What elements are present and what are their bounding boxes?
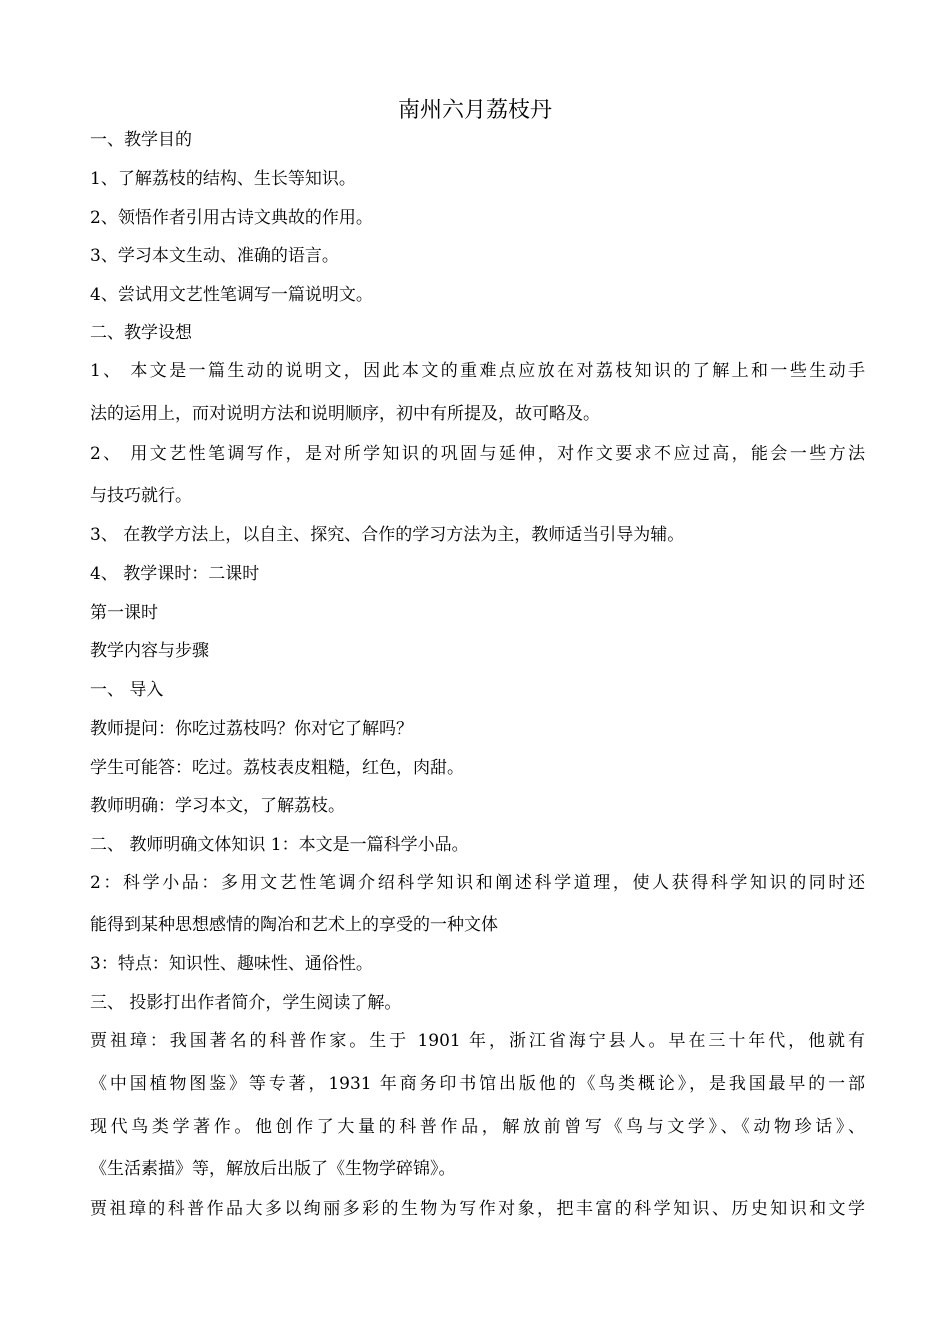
paragraph-line: 与技巧就行。 [90,486,192,506]
paragraph-line: 1、了解荔枝的结构、生长等知识。 [90,169,356,189]
paragraph-line: 能得到某种思想感情的陶冶和艺术上的享受的一种文体 [90,915,498,935]
paragraph-line: 贾祖璋的科普作品大多以绚丽多彩的生物为写作对象，把丰富的科学知识、历史知识和文学 [90,1199,865,1219]
paragraph-line: 1、 本文是一篇生动的说明文，因此本文的重难点应放在对荔枝知识的了解上和一些生动手 [90,361,865,381]
section-heading-design: 二、教学设想 [90,323,192,343]
section-heading-content: 教学内容与步骤 [90,641,209,661]
paragraph-line: 《生活素描》等，解放后出版了《生物学碎锦》。 [90,1159,456,1179]
section-heading-intro: 一、 导入 [90,680,164,700]
paragraph-line: 法的运用上，而对说明方法和说明顺序，初中有所提及，故可略及。 [90,404,600,424]
paragraph-line: 《中国植物图鉴》等专著，1931 年商务印书馆出版他的《鸟类概论》，是我国最早的一部 [90,1074,865,1094]
paragraph-line: 教师明确：学习本文，了解荔枝。 [90,796,345,816]
paragraph-line: 2、领悟作者引用古诗文典故的作用。 [90,208,373,228]
section-heading-genre: 二、 教师明确文体知识 1：本文是一篇科学小品。 [90,835,469,855]
paragraph-line: 2、 用文艺性笔调写作，是对所学知识的巩固与延伸，对作文要求不应过高，能会一些方法 [90,444,865,464]
section-heading-objectives: 一、教学目的 [90,130,192,150]
paragraph-line: 3、 在教学方法上，以自主、探究、合作的学习方法为主，教师适当引导为辅。 [90,525,685,545]
paragraph-line: 贾祖璋：我国著名的科普作家。生于 1901 年，浙江省海宁县人。早在三十年代，他就有 [90,1031,865,1051]
paragraph-line: 现代鸟类学著作。他创作了大量的科普作品，解放前曾写《鸟与文学》、《动物珍话》、 [90,1117,865,1137]
paragraph-line: 教师提问：你吃过荔枝吗？你对它了解吗？ [90,719,413,739]
paragraph-line: 3、学习本文生动、准确的语言。 [90,246,339,266]
paragraph-line: 4、 教学课时：二课时 [90,564,260,584]
paragraph-line: 4、尝试用文艺性笔调写一篇说明文。 [90,285,373,305]
paragraph-line: 学生可能答：吃过。荔枝表皮粗糙，红色，肉甜。 [90,758,464,778]
paragraph-line: 3：特点：知识性、趣味性、通俗性。 [90,954,373,974]
section-heading-author: 三、 投影打出作者简介，学生阅读了解。 [90,993,402,1013]
paragraph-line: 2：科学小品：多用文艺性笔调介绍科学知识和阐述科学道理，使人获得科学知识的同时还 [90,873,865,893]
document-title: 南州六月荔枝丹 [397,98,552,123]
section-heading-first-lesson: 第一课时 [90,603,158,623]
